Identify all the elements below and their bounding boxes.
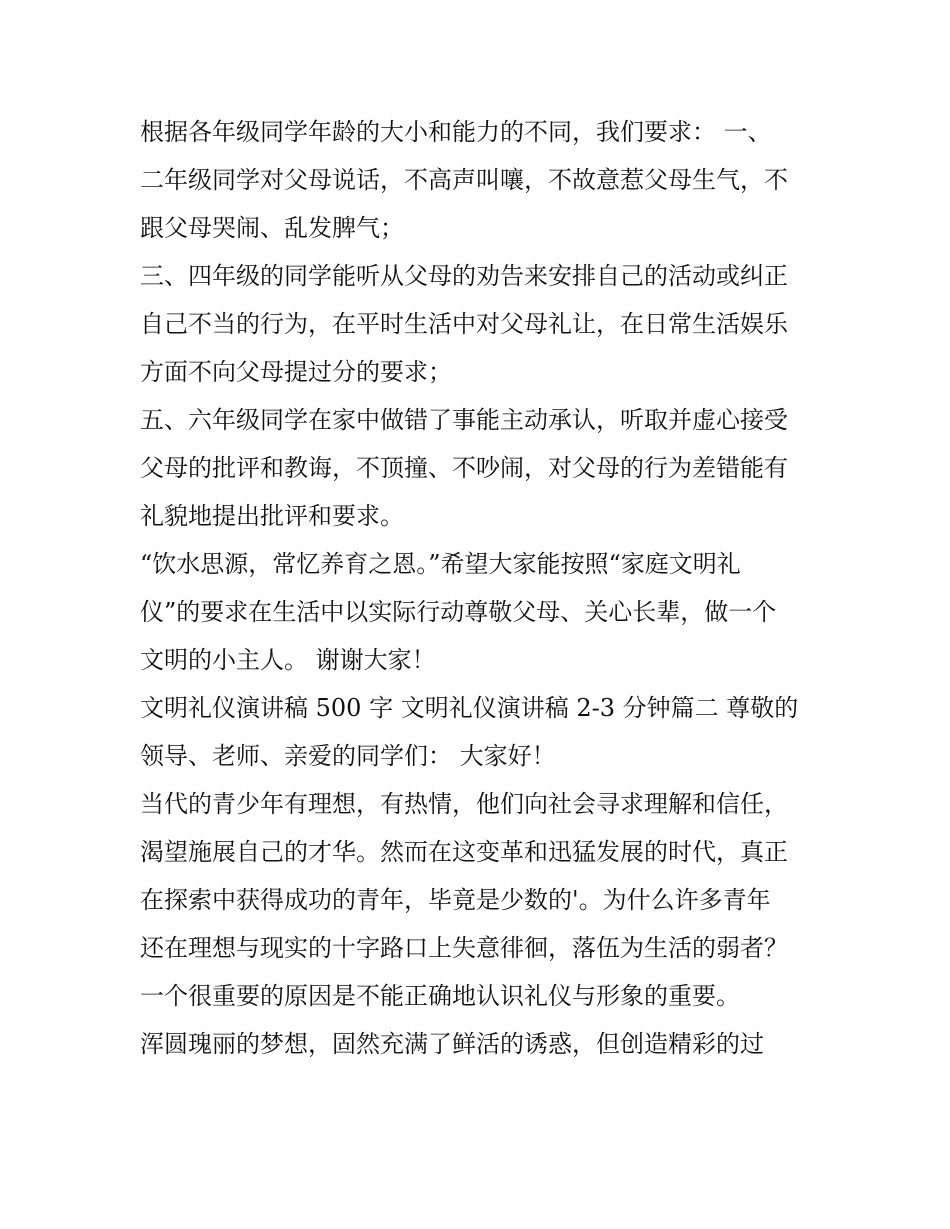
text-line: 礼貌地提出批评和要求。 [140, 502, 404, 530]
text-line: 三、四年级的同学能听从父母的劝告来安排自己的活动或纠正 [140, 262, 788, 290]
text-line: 领导、老师、亲爱的同学们： 大家好！ [140, 742, 556, 770]
text-line: 在探索中获得成功的青年，毕竟是少数的'。为什么许多青年 [140, 886, 771, 914]
text-line: 仪”的要求在生活中以实际行动尊敬父母、关心长辈，做一个 [140, 598, 777, 626]
text-line: 渴望施展自己的才华。然而在这变革和迅猛发展的时代，真正 [140, 838, 788, 866]
text-line: “饮水思源，常忆养育之恩。”希望大家能按照“家庭文明礼 [140, 550, 741, 578]
text-line: 父母的批评和教诲，不顶撞、不吵闹，对父母的行为差错能有 [140, 454, 788, 482]
text-line: 跟父母哭闹、乱发脾气； [140, 214, 404, 242]
text-line: 自己不当的行为，在平时生活中对父母礼让，在日常生活娱乐 [140, 310, 788, 338]
text-line: 五、六年级同学在家中做错了事能主动承认，听取并虚心接受 [140, 406, 788, 434]
text-line: 根据各年级同学年龄的大小和能力的不同，我们要求： 一、 [140, 118, 772, 146]
text-line: 浑圆瑰丽的梦想，固然充满了鲜活的诱惑，但创造精彩的过 [140, 1030, 764, 1058]
document-body [140, 108, 830, 1068]
text-line: 文明礼仪演讲稿 500 字 文明礼仪演讲稿 2-3 分钟篇二 尊敬的 [140, 694, 799, 722]
text-line: 方面不向父母提过分的要求； [140, 358, 452, 386]
text-line: 还在理想与现实的十字路口上失意徘徊，落伍为生活的弱者？ [140, 934, 788, 962]
text-line: 一个很重要的原因是不能正确地认识礼仪与形象的重要。 [140, 982, 740, 1010]
text-line: 文明的小主人。 谢谢大家！ [140, 646, 436, 674]
text-line: 当代的青少年有理想，有热情，他们向社会寻求理解和信任， [140, 790, 788, 818]
text-line: 二年级同学对父母说话，不高声叫嚷，不故意惹父母生气，不 [140, 166, 788, 194]
